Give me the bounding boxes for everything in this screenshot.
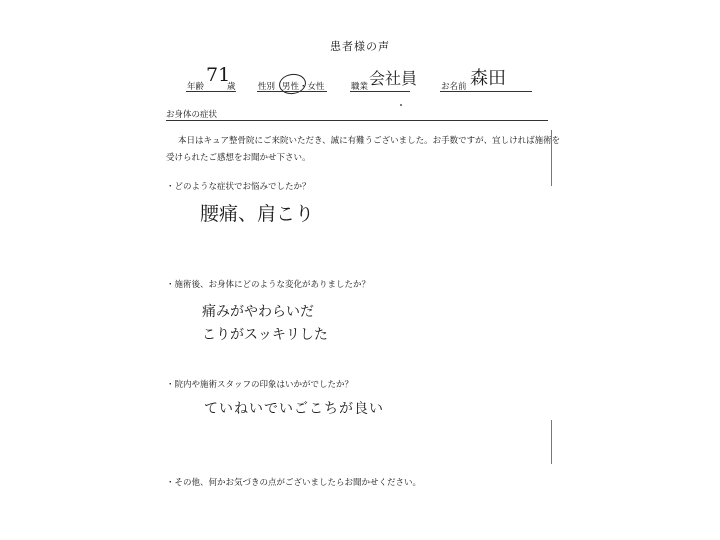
age-underline bbox=[186, 91, 236, 92]
occupation-value: 会社員 bbox=[369, 69, 418, 88]
age-label: 年齢 bbox=[187, 82, 205, 92]
answer-2-line-2: こりがスッキリした bbox=[202, 327, 328, 343]
form-title: 患者様の声 bbox=[330, 40, 390, 53]
section-label: お身体の症状 bbox=[166, 110, 218, 120]
scan-edge-line bbox=[551, 420, 552, 464]
occupation-label: 職業 bbox=[351, 82, 369, 92]
age-unit: 歳 bbox=[227, 82, 236, 92]
answer-2-line-1: 痛みがやわらいだ bbox=[202, 304, 314, 320]
intro-text bbox=[166, 133, 566, 167]
answer-3-line-1: ていねいでいごこちが良い bbox=[204, 401, 384, 417]
gender-label: 性別 bbox=[258, 82, 276, 92]
intro-line-1: 本日はキュア整骨院にご来院いただき、誠に有難うございました。お手数ですが、宜しければ施術を bbox=[178, 136, 561, 146]
gender-options: 男性・女性 bbox=[282, 82, 325, 92]
gender-underline bbox=[257, 91, 327, 92]
answer-1-line-1: 腰痛、肩こり bbox=[200, 203, 315, 225]
name-label: お名前 bbox=[441, 82, 467, 92]
name-value: 森田 bbox=[470, 68, 506, 89]
question-2: ・施術後、お身体にどのような変化がありましたか？ bbox=[166, 280, 371, 290]
gender-selection-circle bbox=[278, 72, 308, 96]
stray-mark bbox=[400, 104, 402, 106]
occupation-underline bbox=[350, 91, 410, 92]
question-3: ・院内や施術スタッフの印象はいかがでしたか？ bbox=[166, 380, 354, 390]
section-underline bbox=[166, 120, 548, 121]
question-4: ・その他、何かお気づきの点がございましたらお聞かせください。 bbox=[166, 478, 422, 488]
name-underline bbox=[440, 91, 532, 92]
scan-edge-line bbox=[551, 130, 552, 186]
age-value: 71 bbox=[206, 64, 231, 86]
intro-line-2: 受けられたご感想をお聞かせ下さい。 bbox=[166, 153, 311, 163]
question-1: ・どのような症状でお悩みでしたか？ bbox=[166, 182, 311, 192]
